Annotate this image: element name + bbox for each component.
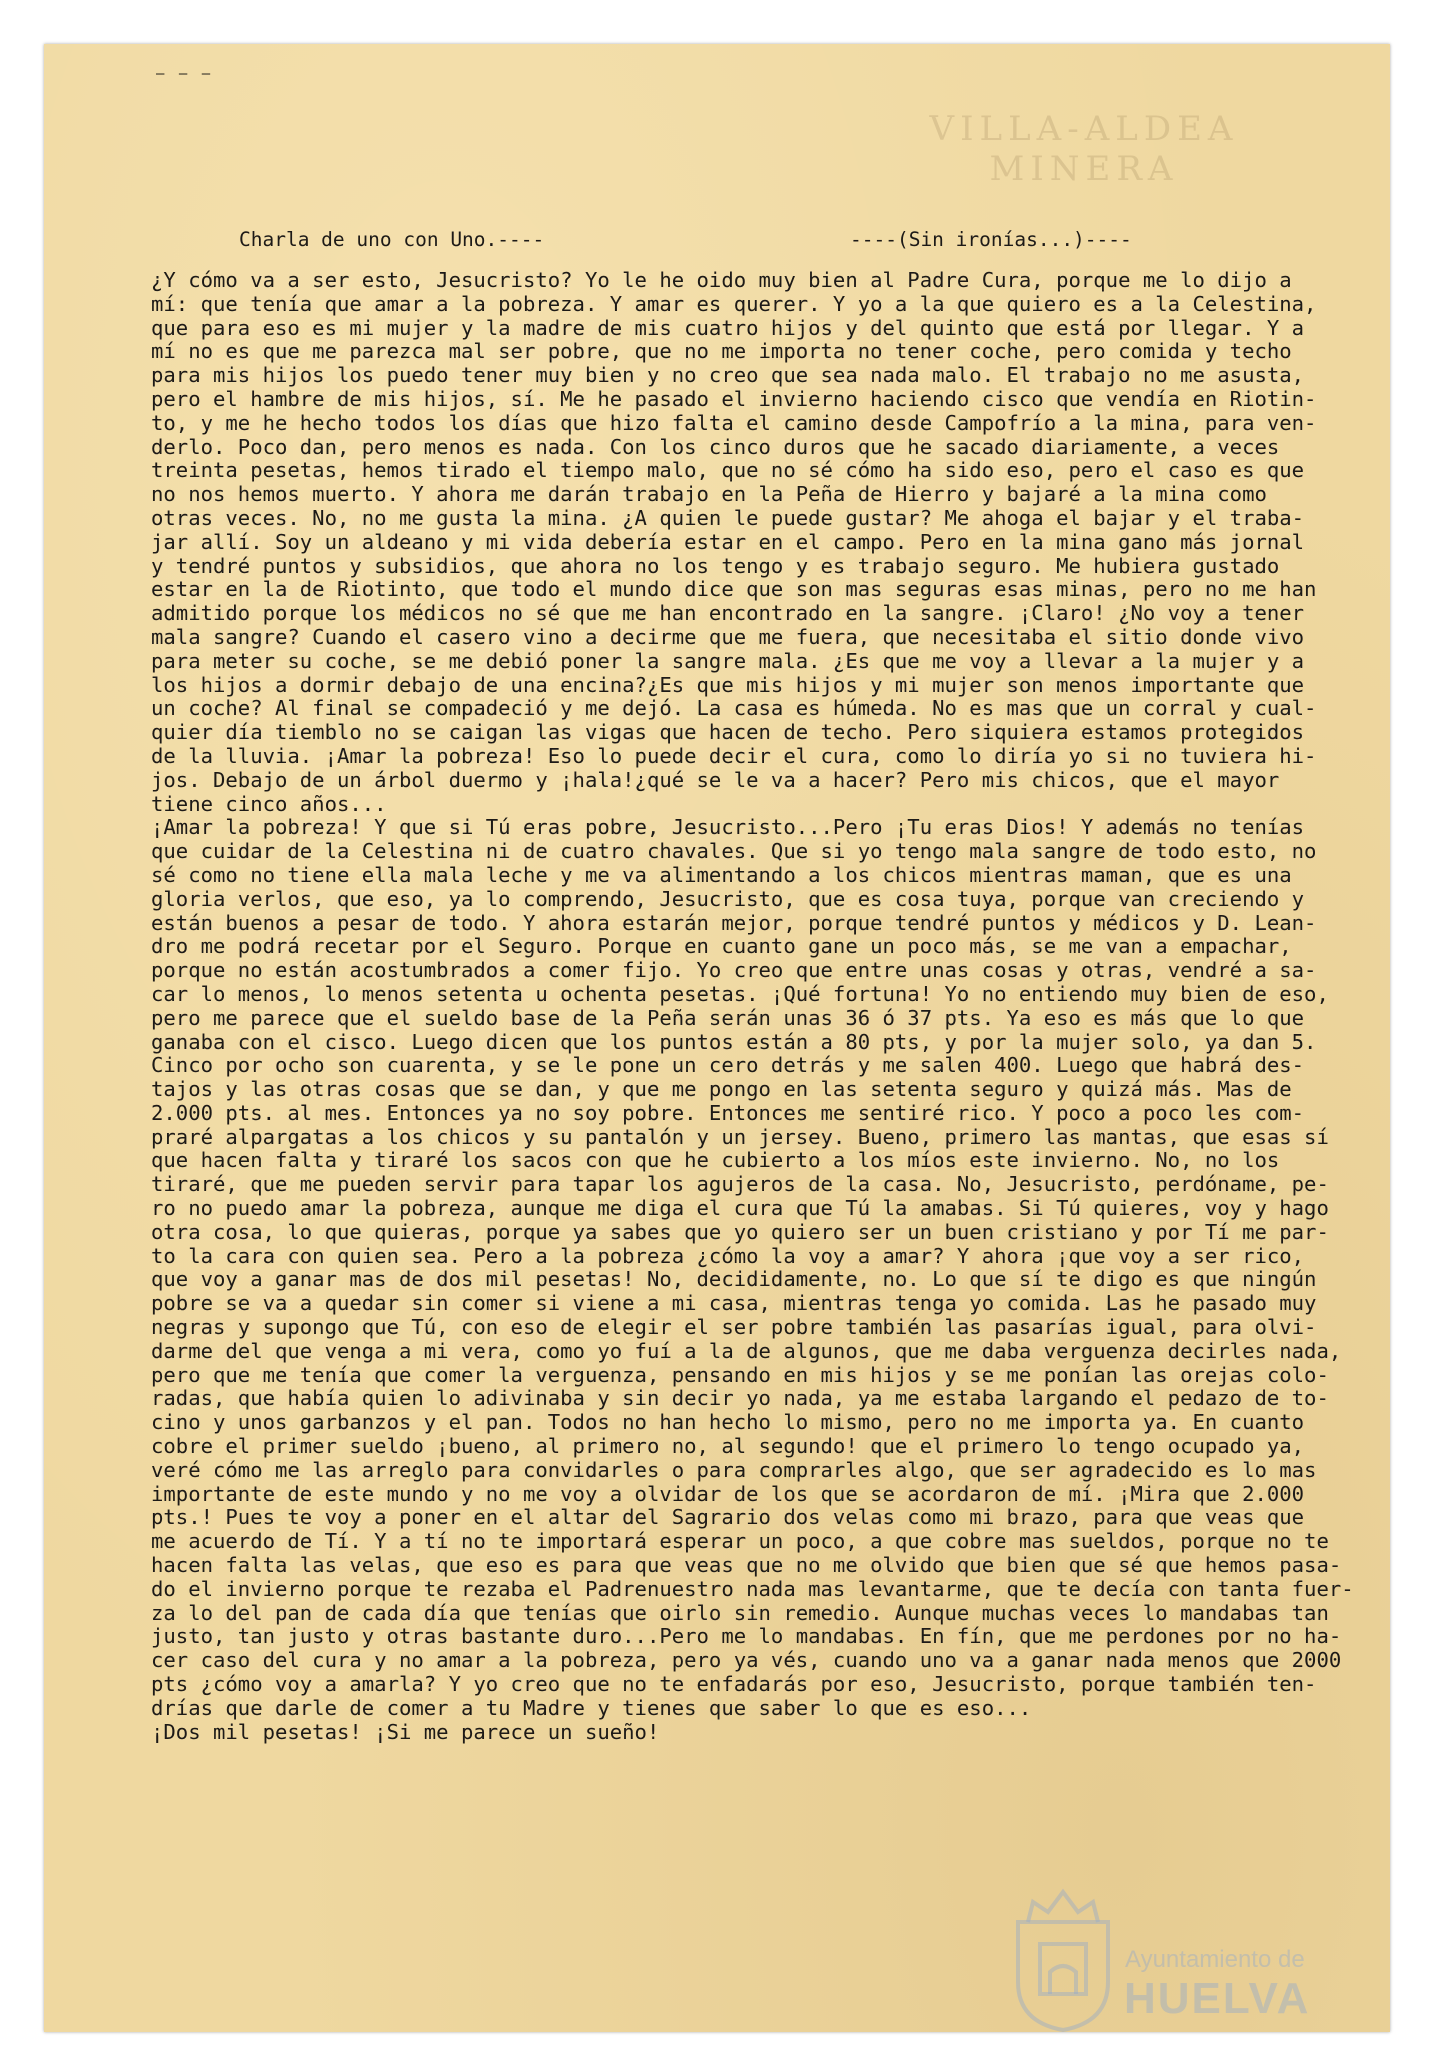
text-line: que cuidar de la Celestina ni de cuatro chavales. Que si yo tengo mala sangre de todo esto, no [151, 839, 1317, 864]
document-title: Charla de uno con Uno.---- [239, 228, 545, 251]
typewritten-page [44, 44, 1390, 2032]
text-line: mí: que tenía que amar a la pobreza. Y amar es querer. Y yo a la que quiero es a la Celestina, [151, 291, 1317, 316]
text-line: negras y supongo que Tú, con eso de elegir el ser pobre también las pasarías igual, para olvi- [151, 1315, 1317, 1340]
text-line: hacen falta las velas, que eso es para que veas que no me olvido que bien que sé que hemos pasa- [151, 1553, 1342, 1578]
corner-mark: — — — [156, 66, 214, 82]
text-line: 2.000 pts. al mes. Entonces ya no soy pobre. Entonces me sentiré rico. Y poco a poco les com- [151, 1100, 1305, 1125]
huelva-watermark [1008, 1882, 1378, 2032]
text-line: to la cara con quien sea. Pero a la pobreza ¿cómo la voy a amar? Y ahora ¡que voy a ser rico, [151, 1243, 1305, 1268]
text-line: radas, que había quien lo adivinaba y sin decir yo nada, ya me estaba largando el pedazo de to- [151, 1386, 1329, 1411]
text-line: pts ¿cómo voy a amarla? Y yo creo que no te enfadarás por eso, Jesucristo, porque también ten- [151, 1672, 1317, 1697]
text-line: sé como no tiene ella mala leche y me va alimentando a los chicos mientras maman, que es una [151, 862, 1292, 887]
text-line: ganaba con el cisco. Luego dicen que los puntos están a 80 pts, y por la mujer solo, ya dan 5. [151, 1029, 1317, 1054]
text-line: mí no es que me parezca mal ser pobre, que no me importa no tener coche, pero comida y techo [151, 339, 1292, 364]
text-line: pero el hambre de mis hijos, sí. Me he pasado el invierno haciendo cisco que vendía en Riotin- [151, 386, 1317, 411]
watermark-line-2: HUELVA [1124, 1974, 1311, 2023]
text-line: justo, tan justo y otras bastante duro...Pero me lo mandabas. En fín, que me perdones por no ha- [151, 1624, 1342, 1649]
watermark-line-1: Ayuntamiento de [1125, 1946, 1305, 1973]
text-line: porque no están acostumbrados a comer fijo. Yo creo que entre unas cosas y otras, vendré a sa- [151, 958, 1317, 983]
text-line: ¡Amar la pobreza! Y que si Tú eras pobre, Jesucristo...Pero ¡Tu eras Dios! Y además no tenías [151, 815, 1305, 840]
text-line: están buenos a pesar de todo. Y ahora estarán mejor, porque tendré puntos y médicos y D. Lean- [151, 910, 1317, 935]
text-line: treinta pesetas, hemos tirado el tiempo malo, que no sé cómo ha sido eso, pero el caso es que [151, 458, 1305, 483]
text-line: cino y unos garbanzos y el pan. Todos no han hecho lo mismo, pero no me importa ya. En cuanto [151, 1410, 1305, 1435]
text-line: cobre el primer sueldo ¡bueno, al primero no, al segundo! que el primero lo tengo ocupado ya, [151, 1434, 1305, 1459]
text-line: otras veces. No, no me gusta la mina. ¿A quien le puede gustar? Me ahoga el bajar y el traba- [151, 505, 1305, 530]
text-line: ro no puedo amar la pobreza, aunque me diga el cura que Tú la amabas. Si Tú quieres, voy y hago [151, 1196, 1329, 1221]
text-line: pero me parece que el sueldo base de la Peña serán unas 36 ó 37 pts. Ya eso es más que lo que [151, 1005, 1305, 1030]
text-line: do el invierno porque te rezaba el Padrenuestro nada mas levantarme, que te decía con tanta fuer- [151, 1576, 1354, 1601]
document-subtitle: ----(Sin ironías...)---- [850, 228, 1132, 251]
text-line: dro me podrá recetar por el Seguro. Porque en cuanto gane un poco más, se me van a empachar, [151, 934, 1292, 959]
text-line: pero que me tenía que comer la verguenza, pensando en mis hijos y se me ponían las orejas colo- [151, 1362, 1329, 1387]
text-line: mala sangre? Cuando el casero vino a decirme que me fuera, que necesitaba el sitio donde vivo [151, 624, 1305, 649]
text-line: Cinco por ocho son cuarenta, y se le pone un cero detrás y me salen 400. Luego que habrá des- [151, 1053, 1305, 1078]
text-line: no nos hemos muerto. Y ahora me darán trabajo en la Peña de Hierro y bajaré a la mina como [151, 482, 1267, 507]
text-line: darme del que venga a mi vera, como yo fuí a la de algunos, que me daba verguenza decirles nada, [151, 1338, 1342, 1363]
text-line: praré alpargatas a los chicos y su pantalón y un jersey. Bueno, primero las mantas, que esas sí [151, 1124, 1329, 1149]
text-line: un coche? Al final se compadeció y me dejó. La casa es húmeda. No es mas que un corral y cual- [151, 696, 1317, 721]
text-line: de la lluvia. ¡Amar la pobreza! Eso lo puede decir el cura, como lo diría yo si no tuviera hi- [151, 743, 1317, 768]
text-line: to, y me he hecho todos los días que hizo falta el camino desde Campofrío a la mina, para ven- [151, 410, 1317, 435]
text-line: me acuerdo de Tí. Y a tí no te importará esperar un poco, a que cobre mas sueldos, porque no te [151, 1529, 1329, 1554]
text-line: importante de este mundo y no me voy a olvidar de los que se acordaron de mí. ¡Mira que 2.000 [151, 1481, 1305, 1506]
text-line: los hijos a dormir debajo de una encina?¿Es que mis hijos y mi mujer son menos importante que [151, 672, 1305, 697]
text-line: tiene cinco años... [151, 791, 387, 816]
body-text [151, 269, 1381, 1744]
text-line: para meter su coche, se me debió poner la sangre mala. ¿Es que me voy a llevar a la mujer y a [151, 648, 1305, 673]
text-line: tajos y las otras cosas que se dan, y que me pongo en las setenta seguro y quizá más. Mas de [151, 1077, 1292, 1102]
text-line: que para eso es mi mujer y la madre de mis cuatro hijos y del quinto que está por llegar. Y a [151, 315, 1305, 340]
text-line: y tendré puntos y subsidios, que ahora no los tengo y es trabajo seguro. Me hubiera gustado [151, 553, 1280, 578]
text-line: para mis hijos los puedo tener muy bien y no creo que sea nada malo. El trabajo no me asusta, [151, 363, 1305, 388]
faded-letterhead [874, 109, 1294, 209]
text-line: otra cosa, lo que quieras, porque ya sabes que yo quiero ser un buen cristiano y por Tí me par- [151, 1219, 1329, 1244]
text-line: admitido porque los médicos no sé que me han encontrado en la sangre. ¡Claro! ¿No voy a tener [151, 601, 1305, 626]
text-line: tiraré, que me pueden servir para tapar los agujeros de la casa. No, Jesucristo, perdóname, pe- [151, 1172, 1329, 1197]
text-line: derlo. Poco dan, pero menos es nada. Con los cinco duros que he sacado diariamente, a veces [151, 434, 1280, 459]
text-line: veré cómo me las arreglo para convidarles o para comprarles algo, que ser agradecido es lo mas [151, 1457, 1317, 1482]
text-line: za lo del pan de cada día que tenías que oirlo sin remedio. Aunque muchas veces lo mandabas tan [151, 1600, 1329, 1625]
text-line: que voy a ganar mas de dos mil pesetas! No, decididamente, no. Lo que sí te digo es que ningún [151, 1267, 1317, 1292]
text-line: car lo menos, lo menos setenta u ochenta pesetas. ¡Qué fortuna! Yo no entiendo muy bien de eso, [151, 981, 1329, 1006]
text-line: jos. Debajo de un árbol duermo y ¡hala!¿qué se le va a hacer? Pero mis chicos, que el mayor [151, 767, 1280, 792]
text-line: ¡Dos mil pesetas! ¡Si me parece un sueño! [151, 1719, 660, 1744]
letterhead-title: VILLA-ALDEA MINERA [929, 109, 1239, 189]
text-line: gloria verlos, que eso, ya lo comprendo, Jesucristo, que es cosa tuya, porque van creciendo y [151, 886, 1305, 911]
text-line: estar en la de Riotinto, que todo el mundo dice que son mas seguras esas minas, pero no me han [151, 577, 1317, 602]
text-line: que hacen falta y tiraré los sacos con que he cubierto a los míos este invierno. No, no los [151, 1148, 1280, 1173]
text-line: pts.! Pues te voy a poner en el altar del Sagrario dos velas como mi brazo, para que veas que [151, 1505, 1305, 1530]
text-line: cer caso del cura y no amar a la pobreza, pero ya vés, cuando uno va a ganar nada menos que 2000 [151, 1648, 1342, 1673]
text-line: pobre se va a quedar sin comer si viene a mi casa, mientras tenga yo comida. Las he pasado muy [151, 1291, 1317, 1316]
coat-of-arms-icon [1008, 1882, 1118, 2032]
text-line: jar allí. Soy un aldeano y mi vida debería estar en el campo. Pero en la mina gano más jornal [151, 529, 1305, 554]
text-line: quier día tiemblo no se caigan las vigas que hacen de techo. Pero siquiera estamos protegidos [151, 720, 1305, 745]
text-line: drías que darle de comer a tu Madre y tienes que saber lo que es eso... [151, 1695, 1032, 1720]
text-line: ¿Y cómo va a ser esto, Jesucristo? Yo le he oido muy bien al Padre Cura, porque me lo dijo a [151, 268, 1292, 292]
